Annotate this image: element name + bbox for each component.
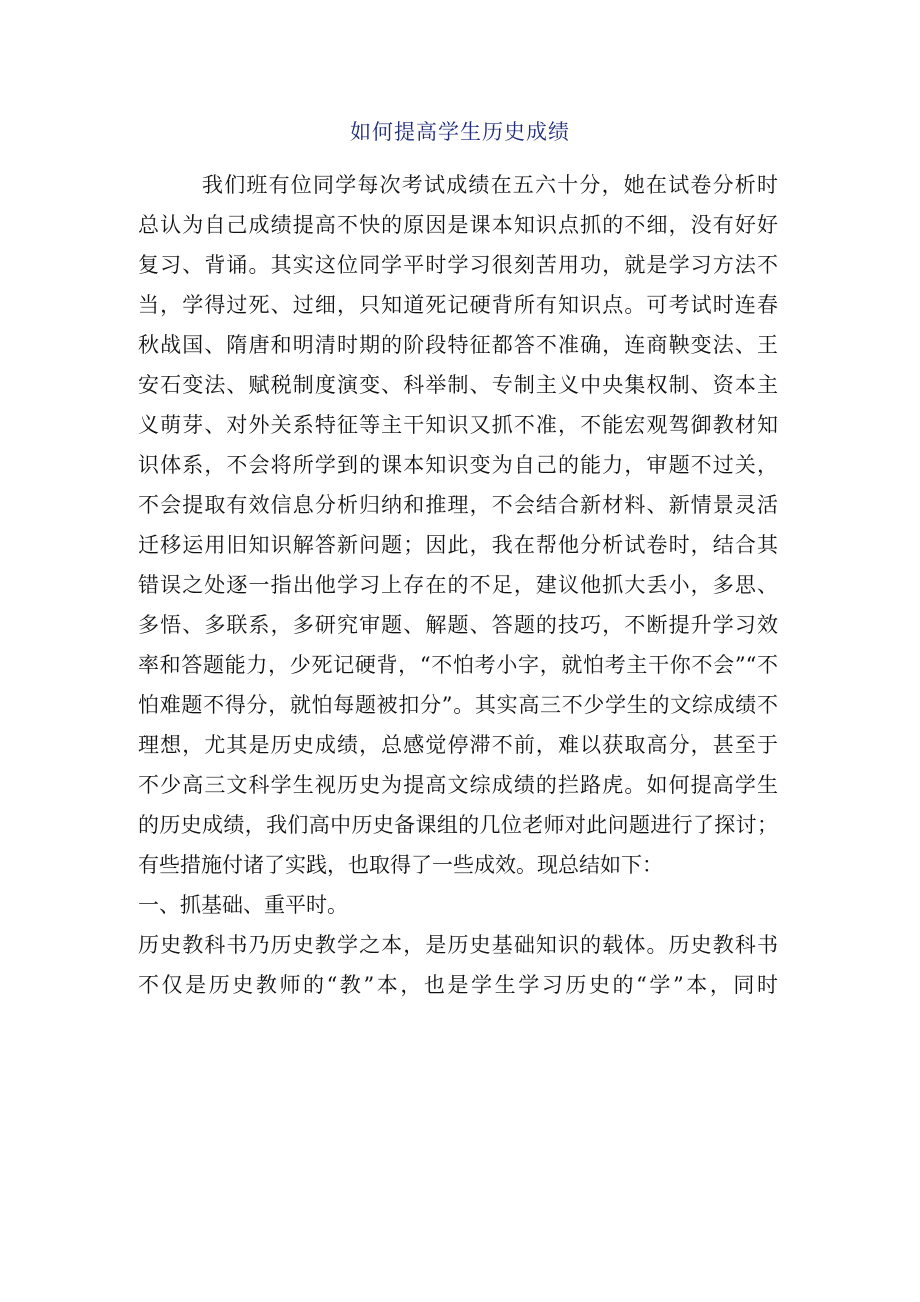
body-line: 历史教科书乃历史教学之本，是历史基础知识的载体。历史教科书 (138, 933, 778, 957)
body-line: 多悟、多联系，多研究审题、解题、答题的技巧，不断提升学习效 (138, 613, 778, 637)
body-line: 安石变法、赋税制度演变、科举制、专制主义中央集权制、资本主 (138, 373, 778, 397)
body-line: 当，学得过死、过细，只知道死记硬背所有知识点。可考试时连春 (138, 293, 778, 317)
body-line: 总认为自己成绩提高不快的原因是课本知识点抓的不细，没有好好 (138, 213, 778, 237)
body-line: 的历史成绩，我们高中历史备课组的几位老师对此问题进行了探讨； (138, 813, 778, 837)
body-line: 秋战国、隋唐和明清时期的阶段特征都答不准确，连商鞅变法、王 (138, 333, 778, 357)
body-line: 识体系，不会将所学到的课本知识变为自己的能力，审题不过关， (138, 453, 778, 477)
body-line: 错误之处逐一指出他学习上存在的不足，建议他抓大丢小，多思、 (138, 573, 778, 597)
body-line: 我们班有位同学每次考试成绩在五六十分，她在试卷分析时 (202, 173, 778, 197)
body-line: 不会提取有效信息分析归纳和推理，不会结合新材料、新情景灵活 (138, 493, 778, 517)
body-line: 理想，尤其是历史成绩，总感觉停滞不前，难以获取高分，甚至于 (138, 733, 778, 757)
body-line: 有些措施付诸了实践，也取得了一些成效。现总结如下： (138, 853, 663, 877)
body-line: 怕难题不得分，就怕每题被扣分”。其实高三不少学生的文综成绩不 (138, 693, 778, 717)
body-line: 义萌芽、对外关系特征等主干知识又抓不准，不能宏观驾御教材知 (138, 413, 778, 437)
body-line: 率和答题能力，少死记硬背，“不怕考小字，就怕考主干你不会”“不 (138, 653, 778, 677)
body-line: 不仅是历史教师的“教”本，也是学生学习历史的“学”本，同时 (138, 973, 778, 997)
body-line: 迁移运用旧知识解答新问题；因此，我在帮他分析试卷时，结合其 (138, 533, 778, 557)
body-line: 不少高三文科学生视历史为提高文综成绩的拦路虎。如何提高学生 (138, 773, 778, 797)
section-heading: 一、抓基础、重平时。 (138, 893, 348, 917)
document-title: 如何提高学生历史成绩 (350, 120, 570, 144)
body-line: 复习、背诵。其实这位同学平时学习很刻苦用功，就是学习方法不 (138, 253, 778, 277)
